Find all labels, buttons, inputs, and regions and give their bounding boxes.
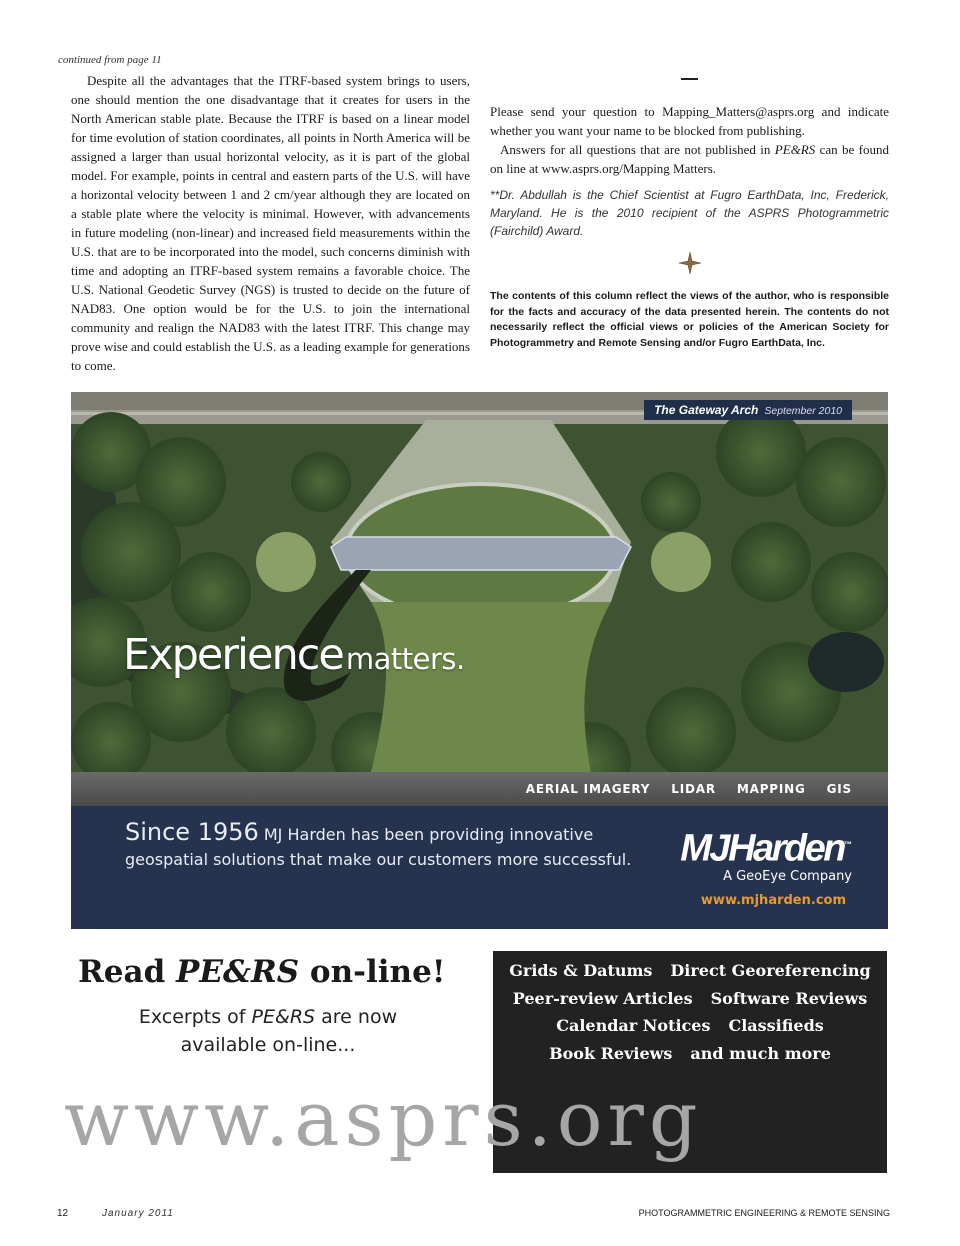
headline-experience: Experience: [123, 630, 343, 680]
send-question-text: Please send your question to Mapping_Matters@asprs.org and indicate whether you want your name to be blocked from publishing.: [490, 104, 889, 138]
gateway-arch-aerial-photo: [71, 392, 888, 772]
continued-note: continued from page 11: [58, 54, 162, 66]
feature-item: Peer-review Articles: [512, 988, 693, 1008]
feature-item: Book Reviews: [549, 1043, 673, 1063]
article-right-column: [490, 102, 889, 240]
service-item: MAPPING: [736, 782, 806, 796]
features-row: [493, 957, 887, 985]
features-row: [493, 1040, 887, 1068]
journal-name: PHOTOGRAMMETRIC ENGINEERING & REMOTE SENSING: [638, 1208, 890, 1218]
article-paragraph: Despite all the advantages that the ITRF-based system brings to users, one should mention the one disadvantage that it creates for users in the North American stable plate. Because the ITRF is based on a linear model for time evolution of station coordinates, all points in North America will be assigned a larger than usual horizontal velocity, as it is part of the global model. For example, points in central and eastern parts of the U.S. will have a horizontal velocity between 1 and 2 cm/year although they are located on a stable plate where the velocity is minimal. However, with advancements in future modeling (non-linear) and increased field measurements within the U.S. that are to be incorporated into the model, such concerns diminish with time and adopting an ITRF-based system remains a favorable choice. The U.S. National Geodetic Survey (NGS) is trusted to decide on the future of NAD83. One option would be for the U.S. to join the international community and realign the NAD83 with the latest ITRF. This change may prove wise and could establish the U.S. as a leading example for generations to come.: [71, 73, 470, 373]
feature-item: Direct Georeferencing: [670, 961, 871, 980]
photo-date: September 2010: [764, 405, 842, 417]
page-number: 12: [57, 1208, 69, 1219]
issue-date: January 2011: [102, 1208, 174, 1219]
compass-star-icon: [679, 252, 701, 274]
services-list: [510, 782, 852, 796]
service-item: GIS: [826, 782, 852, 796]
features-list: [493, 957, 887, 1067]
read-online-heading: Read PE&RS on-line!: [78, 954, 446, 990]
author-bio: **Dr. Abdullah is the Chief Scientist at Fugro EarthData, Inc, Frederick, Maryland. He is the 2010 recipient of the ASPRS Photogrammetric (Fairchild) Award.: [490, 188, 889, 238]
ad-headline: [123, 630, 465, 680]
photo-title: The Gateway Arch: [654, 403, 759, 417]
headline-matters: matters.: [345, 642, 465, 676]
answers-text: Answers for all questions that are not published in PE&RS can be found on line at www.asprs.org/Mapping Matters.: [490, 142, 890, 176]
ad-website-link[interactable]: www.mjharden.com: [700, 893, 846, 908]
company-tagline: [125, 820, 631, 872]
service-item: AERIAL IMAGERY: [525, 782, 651, 796]
features-row: [493, 985, 887, 1013]
since-year: Since 1956: [125, 818, 259, 846]
feature-item: Grids & Datums: [509, 961, 653, 980]
features-row: [493, 1012, 887, 1040]
tagline-line2: geospatial solutions that make our customers more successful.: [125, 850, 632, 869]
logo-name: MJHarden™: [680, 827, 852, 870]
article-left-column: [71, 71, 470, 375]
feature-item: Calendar Notices: [556, 1016, 711, 1035]
logo-subtitle: A GeoEye Company: [723, 868, 852, 884]
feature-item: Software Reviews: [710, 988, 868, 1008]
section-divider: [681, 78, 698, 80]
feature-item: and much more: [690, 1043, 831, 1063]
mjharden-logo: [680, 825, 852, 884]
service-item: LIDAR: [671, 782, 716, 796]
excerpts-text: Excerpts of PE&RS are now available on-line...: [138, 1006, 398, 1056]
feature-item: Classifieds: [728, 1016, 824, 1035]
disclaimer-text: The contents of this column reflect the views of the author, who is responsible for the facts and accuracy of the data presented herein. The contents do not necessarily reflect the official views or policies of the American Society for Photogrammetry and Remote Sensing and/or Fugro EarthData, Inc.: [490, 290, 889, 349]
tagline-line1: MJ Harden has been providing innovative: [263, 825, 594, 844]
asprs-website-link[interactable]: www.asprs.org: [64, 1074, 703, 1163]
mjharden-advertisement[interactable]: [71, 392, 888, 929]
photo-caption: [644, 400, 852, 420]
